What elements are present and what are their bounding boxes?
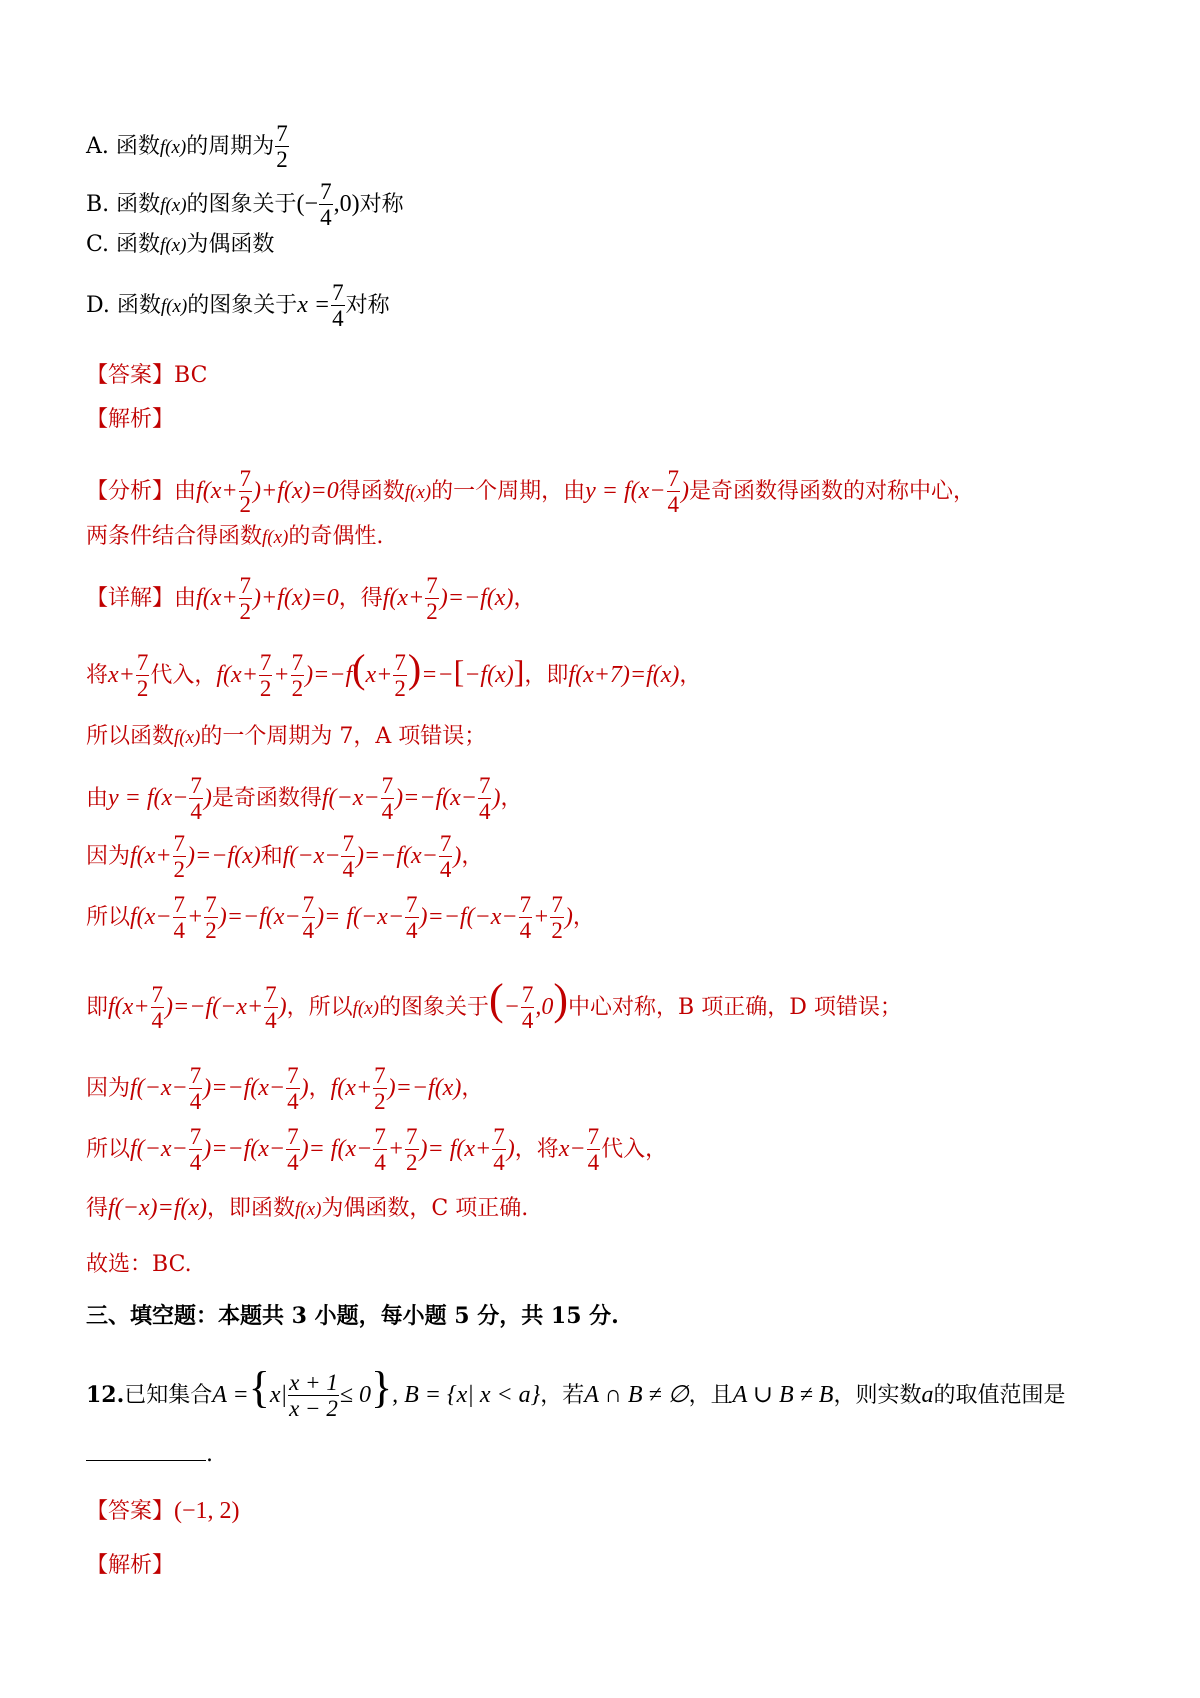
text: 7 [276,121,288,146]
math: ) [453,842,462,869]
option-b-text: 的图象关于 [186,191,297,217]
fraction [173,892,187,944]
text: 4 [493,1150,505,1176]
text: 由 [86,785,109,811]
text: 代入， [150,662,217,688]
fraction [381,773,395,825]
fraction [478,773,492,825]
math: ,0) [333,190,360,217]
text: 4 [265,1008,277,1034]
text: 4 [332,306,344,332]
text: 得 [86,1196,109,1221]
text: 2 [239,492,252,518]
text: 由 [174,585,197,611]
fraction [204,892,218,944]
math: { [248,1362,270,1412]
answer-value: (−1, 2) [174,1498,240,1524]
math: )=−f(x− [218,903,301,930]
fraction [288,1370,339,1422]
math: )= f(x+ [419,1135,492,1162]
analysis-label: 【分析】 [86,478,175,504]
text: ，得 [338,585,383,611]
fx-symbol: f(x) [404,481,432,503]
text: ，所以 [286,994,353,1020]
jiexi2-label: 【解析】 [86,1553,175,1578]
text: 7 [287,1063,299,1088]
math: f(x+ [216,661,258,688]
option-b-suffix: 对称 [359,191,404,217]
fx-symbol: f(x) [352,997,380,1019]
answer-blank-line [86,1440,213,1470]
fraction [275,121,289,173]
fraction [264,982,278,1034]
text: 和 [260,843,283,869]
text: 7 [136,650,149,675]
text: 的取值范围是 [933,1382,1066,1408]
text: 4 [320,205,332,231]
math: ) [203,784,212,811]
math: =− [421,661,454,688]
text: 所以 [86,1136,131,1162]
fraction [286,1124,300,1176]
math: )=−f(x− [203,1074,286,1101]
text: 7 [239,573,252,598]
text: 7 [332,280,344,305]
math: y = f(x− [585,477,666,504]
fraction [173,831,187,883]
text: 4 [302,918,315,944]
fraction [189,1063,203,1115]
text: 7 [342,831,354,856]
math: f(x+ [108,993,150,1020]
text: 4 [587,1150,600,1176]
text: 7 [667,466,679,491]
math: + [387,1135,405,1162]
text: ， [679,662,702,688]
text: 7 [551,892,563,917]
text: 7 [265,982,277,1007]
math: ) [681,477,689,504]
text: 7 [205,892,217,917]
fraction [302,892,316,944]
text: 2 [291,676,304,702]
text: 7 [493,1124,505,1149]
text: 7 [291,650,304,675]
math: } [371,1362,393,1412]
fraction [492,1124,506,1176]
text: 的奇偶性. [288,524,384,549]
text: 的一个周期为 7，A 项错误； [200,724,487,749]
math: x − 2 [289,1396,338,1422]
text: 2 [276,147,288,173]
math: f(−x− [282,842,341,869]
fraction [286,1063,300,1115]
text: 的一个周期，由 [431,478,586,504]
text: 为偶函数，C 项正确. [321,1196,529,1221]
detail-label: 【详解】 [86,585,175,611]
text: 因为 [86,843,131,869]
text: 7 [173,831,186,856]
text: ，即 [524,662,569,688]
text: 中心对称，B 项正确，D 项错误； [568,994,902,1020]
math: f(x+ [196,477,238,504]
math: ] [513,652,525,689]
text: 7 [587,1124,600,1149]
math: ) [407,645,422,691]
text: 4 [189,1150,202,1176]
option-d-suffix: 对称 [345,292,390,318]
text: ， [308,1075,331,1101]
text: 7 [259,650,272,675]
text: ， [572,904,595,930]
text: 代入， [601,1136,668,1162]
text: ， [500,785,523,811]
fraction [373,1063,387,1115]
math: ) [506,1135,515,1162]
text: 4 [190,799,202,825]
math: f(x+ [330,1074,373,1101]
text: 的图象关于 [379,994,490,1020]
text: 已知集合 [124,1382,213,1408]
fraction [550,892,564,944]
fx-symbol: f(x) [160,194,187,216]
text: ， [461,843,484,869]
answer-line [86,361,207,391]
text: 7 [374,1124,386,1149]
text: 所以函数 [86,724,175,749]
text: 4 [374,1150,386,1176]
math: )=−f(x) [439,584,514,611]
text: 7 [189,1063,202,1088]
text: 7 [406,1124,418,1149]
detail-line-7 [86,974,902,1034]
option-d-text: 的图象关于 [187,292,298,318]
text: . [206,1442,213,1467]
math: x+ [365,661,393,688]
math: − [503,993,520,1020]
text: 4 [519,918,532,944]
fx-symbol: f(x) [160,235,187,256]
math: [ [453,652,465,689]
math: ( [352,645,366,691]
answer-value: BC [174,363,208,388]
math: x− [558,1135,586,1162]
option-b [86,179,404,231]
math: ) [553,974,569,1024]
fraction [331,280,345,332]
text: 是奇函数得函数的对称中心， [689,478,976,504]
option-d-prefix: D. 函数 [86,292,161,318]
text: 4 [381,799,394,825]
text: 7 [320,179,332,204]
math: x| [269,1381,288,1408]
answer-blank [86,1460,206,1461]
option-d [86,280,390,332]
fraction [405,1124,419,1176]
math: + [187,903,204,930]
text: ， [513,585,536,611]
text: 因为 [86,1075,131,1101]
text: 4 [189,1089,202,1115]
text: 7 [151,982,164,1007]
fx-symbol: f(x) [262,527,289,548]
math: ( [489,974,504,1024]
math: f(−x)=f(x) [108,1195,208,1221]
math: −f(x) [464,661,514,688]
option-a-prefix: A. 函数 [86,133,160,159]
math: ,0 [535,993,554,1020]
text: 将 [86,662,109,688]
text: 即 [86,994,109,1020]
text: 2 [239,599,252,625]
math: f(−x− [321,784,380,811]
math: f(x+ [196,584,238,611]
math: ) [278,993,287,1020]
text: 7 [381,773,394,798]
detail-line-9 [86,1124,667,1176]
text: 7 [394,650,406,675]
text: 7 [189,1124,202,1149]
text: 7 [478,773,491,798]
fraction [519,892,533,944]
fraction [136,650,150,702]
text: 2 [136,676,149,702]
math: )=−f [305,661,353,688]
fraction [587,1124,601,1176]
text: 2 [259,676,272,702]
text: 2 [551,918,563,944]
math: )=−f(−x− [419,903,518,930]
math: A = [212,1381,249,1408]
question-12 [86,1362,1066,1422]
option-b-prefix: B. 函数 [86,191,161,217]
math: )+f(x)=0 [253,584,339,611]
answer2-line [86,1496,240,1527]
fraction [151,982,165,1034]
fraction [439,831,453,883]
math: )=−f(x− [395,784,477,811]
option-a [86,121,290,173]
math: f(x+ [382,584,425,611]
math: )=−f(x) [387,1074,462,1101]
text: 7 [239,466,252,491]
text: 4 [342,857,354,883]
math: a [921,1381,934,1408]
text: 7 [426,573,438,598]
text: 2 [406,1150,418,1176]
text: 是奇函数得 [211,785,322,811]
fraction [189,773,203,825]
detail-line-6 [86,892,595,944]
answer-label: 【答案】 [86,1499,175,1524]
text: 4 [667,492,679,518]
text: 7 [519,892,532,917]
text: ，则实数 [833,1382,922,1408]
math: x+ [108,661,135,688]
fraction [667,466,681,518]
math: f(x− [130,903,172,930]
option-a-text: 的周期为 [186,133,275,159]
math: )=−f(x− [203,1135,286,1162]
detail-line-3 [86,722,486,753]
math: (− [296,190,319,217]
text: 2 [173,857,186,883]
math: )=−f(−x+ [165,993,264,1020]
detail-line-10 [86,1193,528,1225]
text: 两条件结合得函数 [86,524,263,549]
math: )+f(x)=0 [253,477,339,504]
text: ，若 [540,1382,585,1408]
detail-line-1 [86,573,535,625]
text: ，将 [514,1136,559,1162]
text: 2 [205,918,217,944]
fraction [319,179,333,231]
fx-symbol: f(x) [174,727,201,748]
math: + [533,903,550,930]
text: 7 [439,831,452,856]
math: f(−x− [130,1074,188,1101]
fraction [341,831,355,883]
math: x = [297,291,331,318]
text: 4 [439,857,452,883]
fraction [189,1124,203,1176]
fraction [291,650,305,702]
fraction [239,573,253,625]
analysis-line-1 [86,466,975,518]
text: 4 [406,918,418,944]
detail-line-2 [86,645,702,702]
text: 4 [478,799,491,825]
math: A ∩ B ≠ ∅ [584,1381,689,1408]
fraction [393,650,407,702]
text: 7 [406,892,418,917]
math: )=−f(x) [187,842,261,869]
option-c [86,230,274,261]
option-c-text: 为偶函数 [186,232,275,257]
detail-line-4 [86,773,523,825]
fraction [405,892,419,944]
math: ) [300,1074,309,1101]
text: 7 [190,773,202,798]
math: f(−x− [130,1135,188,1162]
math: + [273,661,290,688]
choose-line: 故选：BC. [86,1252,192,1277]
math: ) [492,784,501,811]
math: )= f(−x− [316,903,405,930]
text: 7 [173,892,186,917]
text: 由 [174,478,197,504]
fraction [239,466,253,518]
text: 2 [394,676,406,702]
math: y = f(x− [108,784,189,811]
fx-symbol: f(x) [160,295,188,317]
fx-symbol: f(x) [159,136,187,158]
math: f(x+7)=f(x) [568,661,680,688]
text: 7 [521,982,534,1007]
text: 4 [151,1008,164,1034]
math: )=−f(x− [355,842,438,869]
text: ， [461,1075,484,1101]
question-number: 12. [86,1381,125,1408]
text: 所以 [86,904,131,930]
option-c-prefix: C. 函数 [86,232,161,257]
fx-symbol: f(x) [295,1199,322,1220]
text: ，即函数 [207,1196,296,1221]
detail-line-8 [86,1063,483,1115]
text: 7 [302,892,315,917]
text: ，且 [688,1382,733,1408]
fraction [373,1124,387,1176]
text: 7 [374,1063,386,1088]
math: x + 1 [289,1370,338,1395]
text: 7 [287,1124,299,1149]
answer-label: 【答案】 [86,363,175,388]
math: ) [564,903,573,930]
text: 4 [287,1150,299,1176]
fraction [259,650,273,702]
text: 4 [287,1089,299,1115]
math: f(x+ [130,842,172,869]
text: 4 [173,918,186,944]
math: , B = {x| x < a} [392,1381,541,1408]
fraction [425,573,439,625]
math: A ∪ B ≠ B [732,1381,834,1408]
jiexi-label: 【解析】 [86,407,175,432]
text: 2 [374,1089,386,1115]
detail-line-5 [86,831,483,883]
text: 得函数 [338,478,405,504]
section-heading: 三、填空题：本题共 3 小题，每小题 5 分，共 15 分. [86,1303,619,1329]
math: )= f(x− [300,1135,373,1162]
fraction [521,982,535,1034]
text: 4 [521,1008,534,1034]
text: 2 [426,599,438,625]
analysis-line-2 [86,522,383,553]
math: ≤ 0 [339,1381,371,1408]
